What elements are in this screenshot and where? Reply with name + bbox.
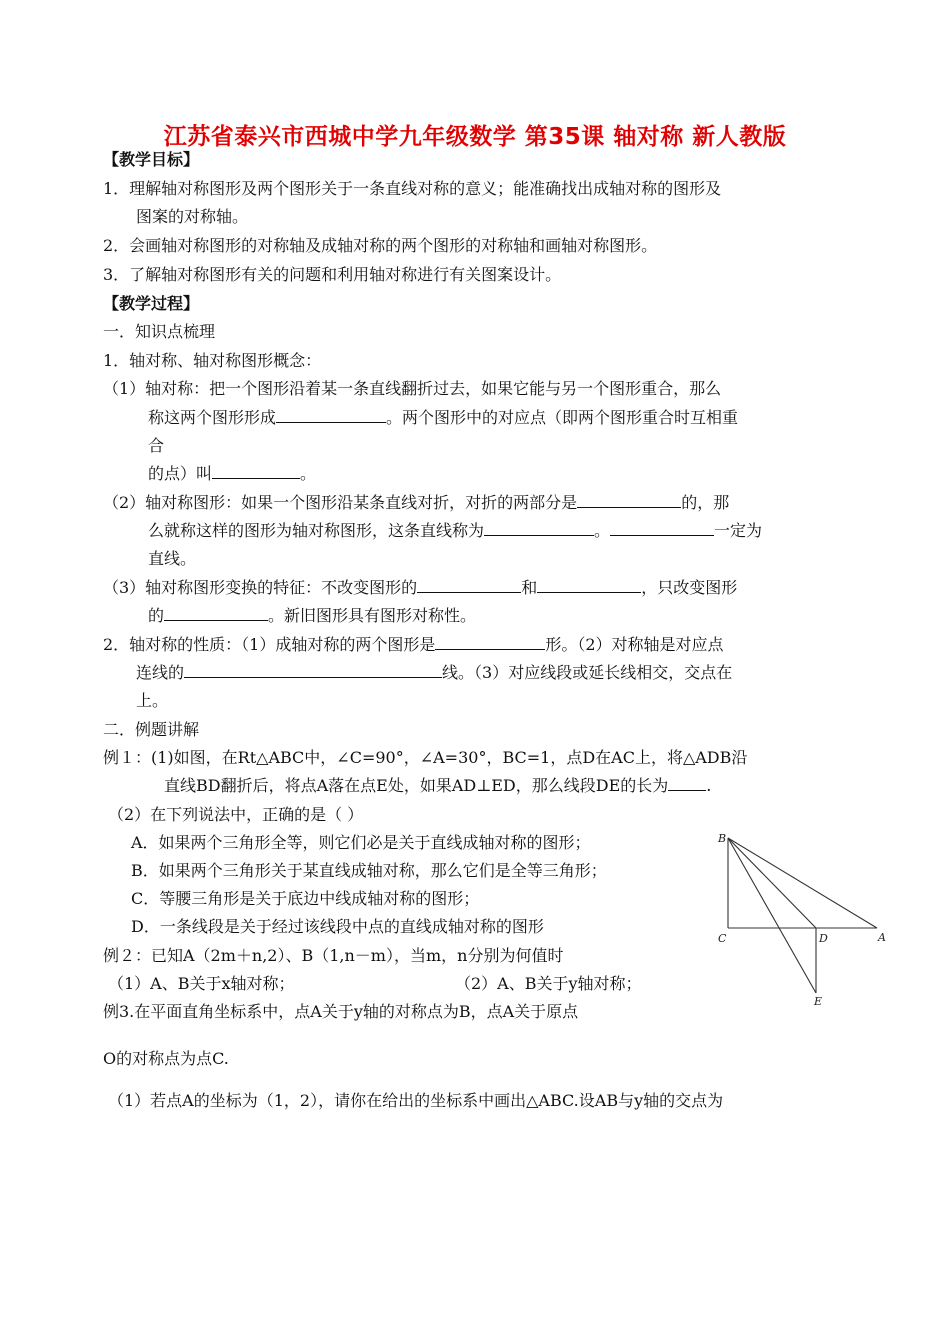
concept-2-line-3: 直线。 [148,549,197,568]
section-2-heading: 二．例题讲解 [103,720,200,739]
fill-blank[interactable] [276,406,386,423]
label-c: C [718,932,727,945]
text-segment: 形。（2）对称轴是对应点 [545,635,724,654]
example-2: 例２：已知A（2m＋n,2）、B（1,n－m），当m，n分别为何值时 [103,946,564,965]
example-2-question-1: （1）A、B关于x轴对称； [108,974,295,993]
text-segment: 的 [148,606,165,625]
fill-blank[interactable] [164,604,268,621]
label-e: E [814,995,823,1008]
property-line-1 [103,633,724,657]
text-segment: 的，那 [681,493,730,512]
example-3-line-2: O的对称点为点C. [103,1049,229,1068]
example-1-question-2: （2）在下列说法中，正确的是（ ） [108,805,364,824]
goal-item-3: 3．了解轴对称图形有关的问题和利用轴对称进行有关图案设计。 [103,265,562,284]
concept-1-line-1: （1）轴对称：把一个图形沿着某一条直线翻折过去，如果它能与另一个图形重合，那么 [103,379,722,398]
option-c: C．等腰三角形是关于底边中线成轴对称的图形； [131,889,480,908]
fill-blank[interactable] [184,661,442,678]
text-segment: 称这两个图形形成 [148,408,277,427]
option-a: A．如果两个三角形全等，则它们必是关于直线成轴对称的图形； [131,833,591,852]
fill-blank[interactable] [435,633,545,650]
page-title: 江苏省泰兴市西城中学九年级数学 第35课 轴对称 新人教版 [163,124,787,150]
concept-heading: 1．轴对称、轴对称图形概念： [103,351,322,370]
concept-3-line-1 [103,576,737,600]
text-segment: 线。（3）对应线段或延长线相交，交点在 [442,663,733,682]
text-segment: . [706,776,712,795]
segment-be [728,838,816,993]
fill-blank[interactable] [537,576,641,593]
property-line-2 [136,661,732,685]
fill-blank[interactable] [417,576,521,593]
text-segment: （3）轴对称图形变换的特征：不改变图形的 [103,578,418,597]
concept-1-line-3: 合 [148,436,165,455]
fill-blank[interactable] [668,774,706,791]
label-d: D [819,932,828,945]
property-line-3: 上。 [136,691,169,710]
text-segment: ，只改变图形 [641,578,738,597]
text-segment: 。新旧图形具有图形对称性。 [268,606,477,625]
text-segment: （2）轴对称图形：如果一个图形沿某条直线对折，对折的两部分是 [103,493,578,512]
option-b: B．如果两个三角形关于某直线成轴对称，那么它们是全等三角形； [131,861,607,880]
section-1-heading: 一．知识点梳理 [103,322,216,341]
concept-1-line-2 [148,406,738,430]
goals-heading: 【教学目标】 [103,150,200,169]
text-segment: 么就称这样的图形为轴对称图形，这条直线称为 [148,521,485,540]
example-3-line-3: （1）若点A的坐标为（1，2），请你在给出的坐标系中画出△ABC.设AB与y轴的交点为 [108,1091,724,1110]
concept-2-line-2 [148,519,762,543]
example-1-line-1: 例１：(1)如图，在Rt△ABC中，∠C=90°，∠A=30°，BC=1，点D在AC上，将△ADB沿 [103,748,748,767]
concept-2-line-1 [103,491,729,515]
concept-1-line-4 [148,462,316,486]
fill-blank[interactable] [484,519,594,536]
text-segment: 连线的 [136,663,185,682]
process-heading: 【教学过程】 [103,294,200,313]
text-segment: 2．轴对称的性质：（1）成轴对称的两个图形是 [103,635,436,654]
text-segment: 的点）叫 [148,464,213,483]
text-segment: 。 [300,464,317,483]
example-2-question-2: （2）A、B关于y轴对称； [455,974,642,993]
fill-blank[interactable] [212,462,300,479]
option-d: D．一条线段是关于经过该线段中点的直线成轴对称的图形 [131,917,544,936]
text-segment: 一定为 [714,521,763,540]
label-a: A [878,931,886,944]
triangle-figure [712,828,892,1008]
text-segment: 。两个图形中的对应点（即两个图形重合时互相重 [386,408,739,427]
example-1-line-2 [164,774,711,798]
goal-item-1-cont: 图案的对称轴。 [136,207,249,226]
fill-blank[interactable] [610,519,714,536]
fill-blank[interactable] [577,491,681,508]
text-segment: 和 [521,578,538,597]
text-segment: 。 [594,521,611,540]
label-b: B [718,832,727,845]
concept-3-line-2 [148,604,476,628]
example-3-line-1: 例3.在平面直角坐标系中，点A关于y轴的对称点为B，点A关于原点 [103,1002,579,1021]
goal-item-1: 1．理解轴对称图形及两个图形关于一条直线对称的意义；能准确找出成轴对称的图形及 [103,179,722,198]
goal-item-2: 2．会画轴对称图形的对称轴及成轴对称的两个图形的对称轴和画轴对称图形。 [103,236,658,255]
text-segment: 直线BD翻折后，将点A落在点E处，如果AD⊥ED，那么线段DE的长为 [164,776,669,795]
